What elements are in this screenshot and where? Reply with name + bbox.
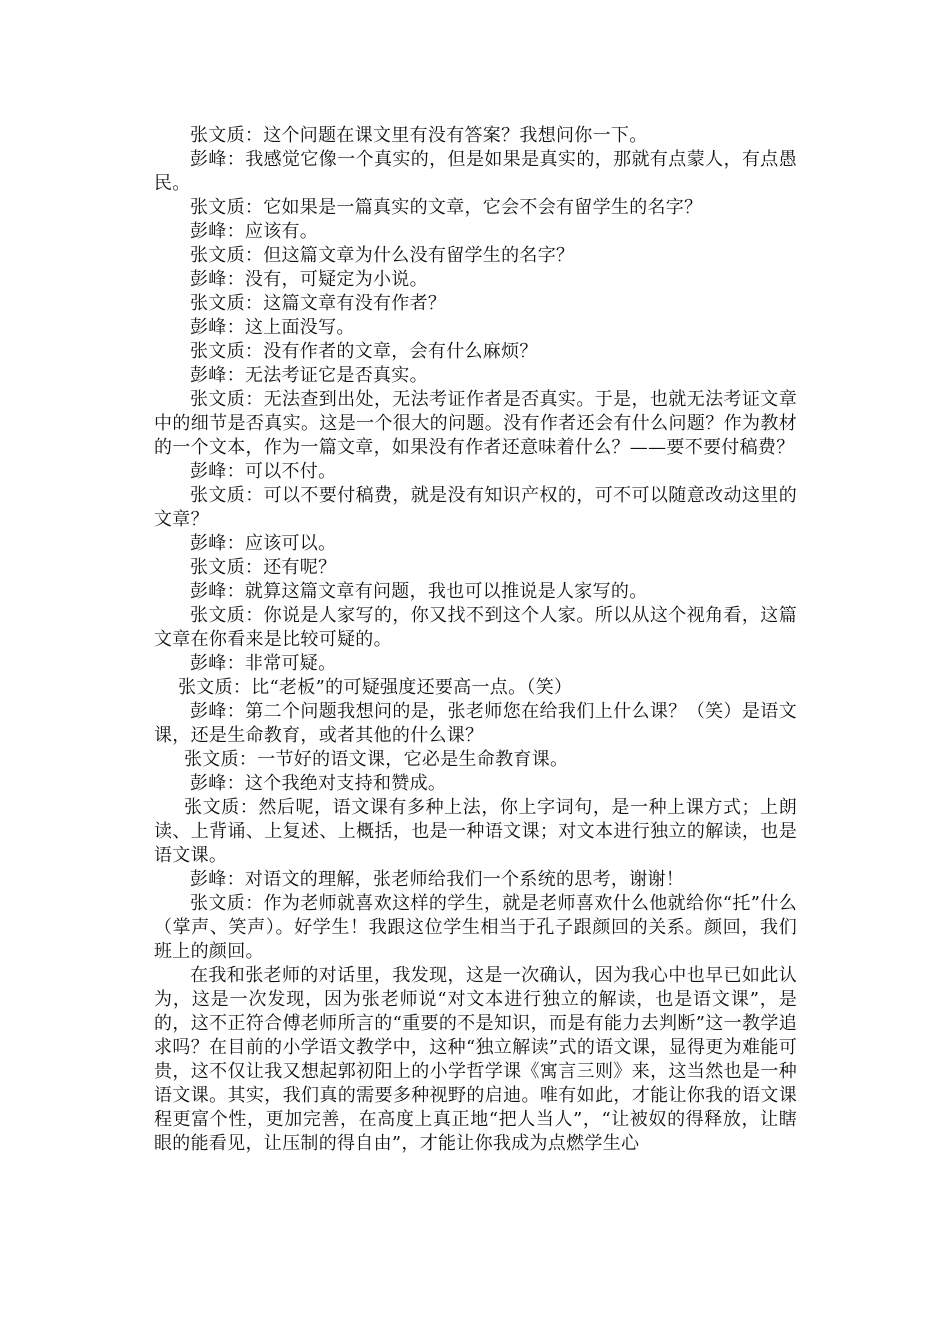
dialogue-line: 张文质：作为老师就喜欢这样的学生，就是老师喜欢什么他就给你“托”什么（掌声、笑声）。好学生！我跟这位学生相当于孔子跟颜回的关系。颜回，我们班上的颜回。	[154, 893, 797, 962]
dialogue-line: 彭峰：应该有。	[190, 221, 319, 242]
dialogue-line: 张文质：无法查到出处，无法考证作者是否真实。于是，也就无法考证文章中的细节是否真实。这是一个很大的问题。没有作者还会有什么问题？作为教材的一个文本，作为一篇文章，如果没有作者还意味着什么？——要不要付稿费？	[154, 389, 797, 458]
dialogue-line: 张文质：一节好的语文课，它必是生命教育课。	[184, 749, 569, 770]
dialogue-line: 张文质：但这篇文章为什么没有留学生的名字？	[190, 245, 575, 266]
dialogue-line: 彭峰：就算这篇文章有问题，我也可以推说是人家写的。	[190, 581, 648, 602]
dialogue-line: 彭峰：非常可疑。	[190, 653, 337, 674]
dialogue-line: 张文质：你说是人家写的，你又找不到这个人家。所以从这个视角看，这篇文章在你看来是比较可疑的。	[154, 605, 797, 650]
dialogue-line: 彭峰：第二个问题我想问的是，张老师您在给我们上什么课？（笑）是语文课，还是生命教育，或者其他的什么课？	[154, 701, 797, 746]
dialogue-line: 彭峰：没有，可疑定为小说。	[190, 269, 428, 290]
dialogue-line: 张文质：它如果是一篇真实的文章，它会不会有留学生的名字？	[190, 197, 703, 218]
dialogue-line: 张文质：没有作者的文章，会有什么麻烦？	[190, 341, 538, 362]
dialogue-line: 彭峰：无法考证它是否真实。	[190, 365, 428, 386]
dialogue-line: 张文质：可以不要付稿费，就是没有知识产权的，可不可以随意改动这里的文章？	[154, 485, 797, 530]
commentary-paragraph: 在我和张老师的对话里，我发现，这是一次确认，因为我心中也早已如此认为，这是一次发现，因为张老师说“对文本进行独立的解读，也是语文课”，是的，这不正符合傅老师所言的“重要的不是知识，而是有能力去判断”这一教学追求吗？在目前的小学语文教学中，这种“独立解读”式的语文课，显得更为难能可贵，这不仅让我又想起郭初阳上的小学哲学课《寓言三则》来，这当然也是一种语文课。其实，我们真的需要多种视野的启迪。唯有如此，才能让你我的语文课程更富个性，更加完善，在高度上真正地“把人当人”，“让被奴的得释放，让瞎眼的能看见，让压制的得自由”，才能让你我成为点燃学生心	[154, 965, 797, 1154]
document-body	[154, 124, 797, 1156]
dialogue-line: 彭峰：对语文的理解，张老师给我们一个系统的思考，谢谢！	[190, 869, 685, 890]
dialogue-line: 张文质：然后呢，语文课有多种上法，你上字词句，是一种上课方式；上朗读、上背诵、上复述、上概括，也是一种语文课；对文本进行独立的解读，也是语文课。	[154, 797, 797, 866]
dialogue-line: 张文质：还有呢？	[190, 557, 337, 578]
dialogue-line: 彭峰：应该可以。	[190, 533, 337, 554]
dialogue-line: 彭峰：这个我绝对支持和赞成。	[190, 773, 447, 794]
dialogue-line: 张文质：这个问题在课文里有没有答案？我想问你一下。	[190, 125, 648, 146]
dialogue-line: 彭峰：这上面没写。	[190, 317, 355, 338]
dialogue-line: 彭峰：我感觉它像一个真实的，但是如果是真实的，那就有点蒙人，有点愚民。	[154, 149, 797, 194]
dialogue-line: 张文质：比“老板”的可疑强度还要高一点。（笑）	[178, 677, 573, 698]
dialogue-line: 张文质：这篇文章有没有作者？	[190, 293, 447, 314]
dialogue-line: 彭峰：可以不付。	[190, 461, 337, 482]
